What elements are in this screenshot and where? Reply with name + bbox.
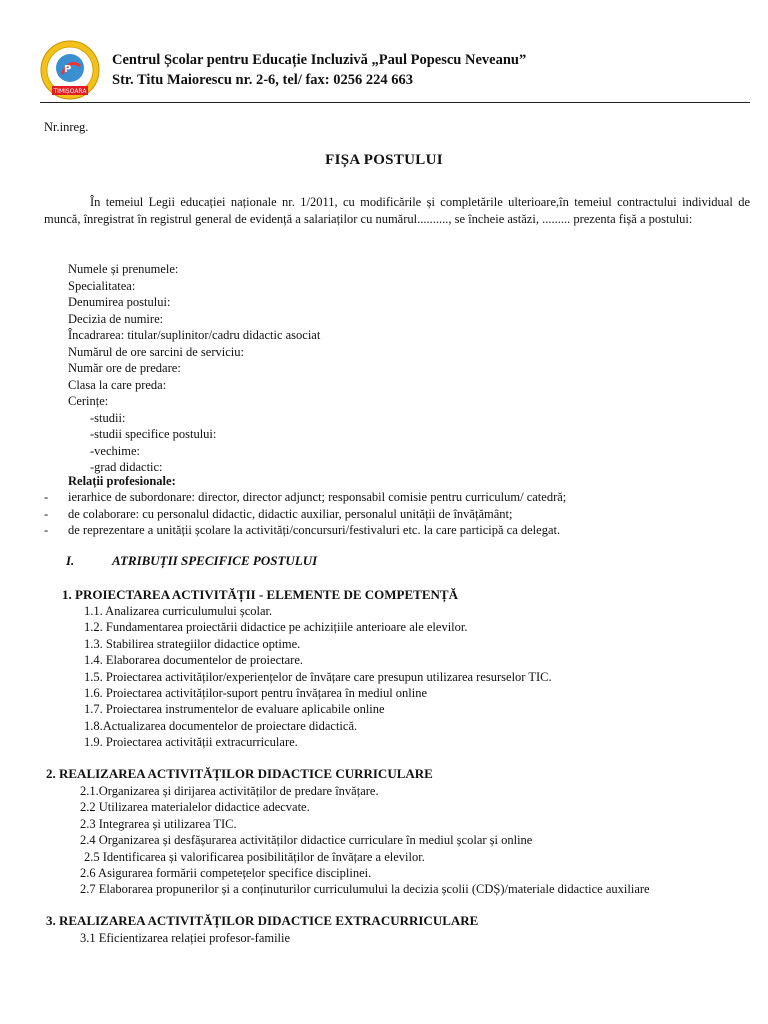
list-item: 1.9. Proiectarea activității extracurriculare. (84, 735, 298, 750)
svg-text:P: P (64, 64, 72, 75)
relation-item: - ierarhice de subordonare: director, director adjunct; responsabil comisie pentru curriculum/ catedră; (44, 490, 567, 504)
field-decision: Decizia de numire: (68, 311, 164, 326)
requirement-grade: -grad didactic: (90, 460, 163, 474)
list-item: 2.5 Identificarea și valorificarea posibilităților de învățare a elevilor. (84, 849, 425, 864)
list-item: 2.6 Asigurarea formării competețelor specifice disciplinei. (80, 866, 372, 881)
s2-list (80, 783, 650, 898)
list-item: 1.1. Analizarea curriculumului școlar. (84, 604, 273, 618)
field-class: Clasa la care preda: (68, 377, 167, 392)
section-heading: I. ATRIBUȚII SPECIFICE POSTULUI (66, 553, 318, 568)
relation-item: - de colaborare: cu personalul didactic, didactic auxiliar, personalul unității de învățământ; (44, 506, 513, 521)
list-item: 1.5. Proiectarea activităților/experiențelor de învățare care presupun utilizarea resurselor TIC. (84, 669, 552, 684)
field-position: Denumirea postului: (68, 295, 171, 309)
list-item: 1.8.Actualizarea documentelor de proiectare didactică. (84, 718, 358, 733)
field-teaching-hours: Număr ore de predare: (68, 361, 181, 375)
field-requirements: Cerințe: (68, 394, 109, 408)
field-service-hours: Numărul de ore sarcini de serviciu: (68, 344, 244, 359)
relation-item: - de reprezentare a unității școlare la activități/concursuri/festivaluri etc. la care participă ca delegat. (44, 523, 561, 537)
school-logo (40, 40, 100, 100)
svg-text:TIMIȘOARA: TIMIȘOARA (53, 88, 87, 95)
employee-fields (68, 261, 320, 476)
s2-title: 2. REALIZAREA ACTIVITĂȚILOR DIDACTICE CURRICULARE (46, 766, 433, 781)
field-name: Numele și prenumele: (68, 262, 179, 276)
header-divider (40, 102, 750, 103)
list-item: 1.2. Fundamentarea proiectării didactice pe achizițiile anterioare ale elevilor. (84, 620, 468, 635)
s1-list (84, 603, 552, 751)
list-item: 1.3. Stabilirea strategiilor didactice optime. (84, 636, 301, 651)
relations-list (44, 489, 566, 539)
field-employment: Încadrarea: titular/suplinitor/cadru didactic asociat (68, 328, 321, 342)
relations-title: Relații profesionale: (68, 474, 176, 488)
list-item: 2.4 Organizarea și desfășurarea activităților didactice curriculare în mediul școlar și online (80, 833, 533, 848)
list-item: 2.3 Integrarea și utilizarea TIC. (80, 816, 237, 831)
requirement-seniority: -vechime: (90, 443, 140, 458)
intro-text: În temeiul Legii educației naționale nr. 1/2011, cu modificările și completările ulterioare,în temeiul contractului individual de muncă, înregistrat în registrul general de evidență a salariaților cu numărul.........., se încheie astăzi, ......... prezenta fișă a postului: (44, 195, 750, 226)
s3-title: 3. REALIZAREA ACTIVITĂȚILOR DIDACTICE EXTRACURRICULARE (46, 913, 479, 928)
requirement-studies: -studii: (90, 410, 126, 425)
intro-paragraph (44, 194, 750, 227)
list-item: 2.2 Utilizarea materialelor didactice adecvate. (80, 800, 310, 815)
institution-address: Str. Titu Maiorescu nr. 2-6, tel/ fax: 0256 224 663 (112, 72, 414, 88)
s1-title: 1. PROIECTAREA ACTIVITĂȚII - ELEMENTE DE COMPETENȚĂ (62, 587, 458, 602)
list-item: 2.7 Elaborarea propunerilor și a conținuturilor curriculumului la decizia școlii (CDȘ)/materiale didactice auxiliare (80, 882, 650, 897)
list-item: 1.4. Elaborarea documentelor de proiectare. (84, 653, 303, 668)
document-title: FIȘA POSTULUI (325, 152, 443, 168)
list-item: 1.6. Proiectarea activităților-suport pentru învățarea în mediul online (84, 686, 428, 701)
field-specialty: Specialitatea: (68, 278, 136, 293)
s3-list (80, 930, 290, 946)
registration-number: Nr.inreg. (44, 120, 89, 134)
list-item: 2.1.Organizarea și dirijarea activităților de predare învățare. (80, 784, 379, 798)
institution-name: Centrul Școlar pentru Educație Incluzivă „Paul Popescu Neveanu” (112, 52, 527, 68)
list-item: 3.1 Eficientizarea relației profesor-familie (80, 931, 291, 945)
list-item: 1.7. Proiectarea instrumentelor de evaluare aplicabile online (84, 702, 385, 717)
requirement-specific-studies: -studii specifice postului: (90, 427, 217, 441)
